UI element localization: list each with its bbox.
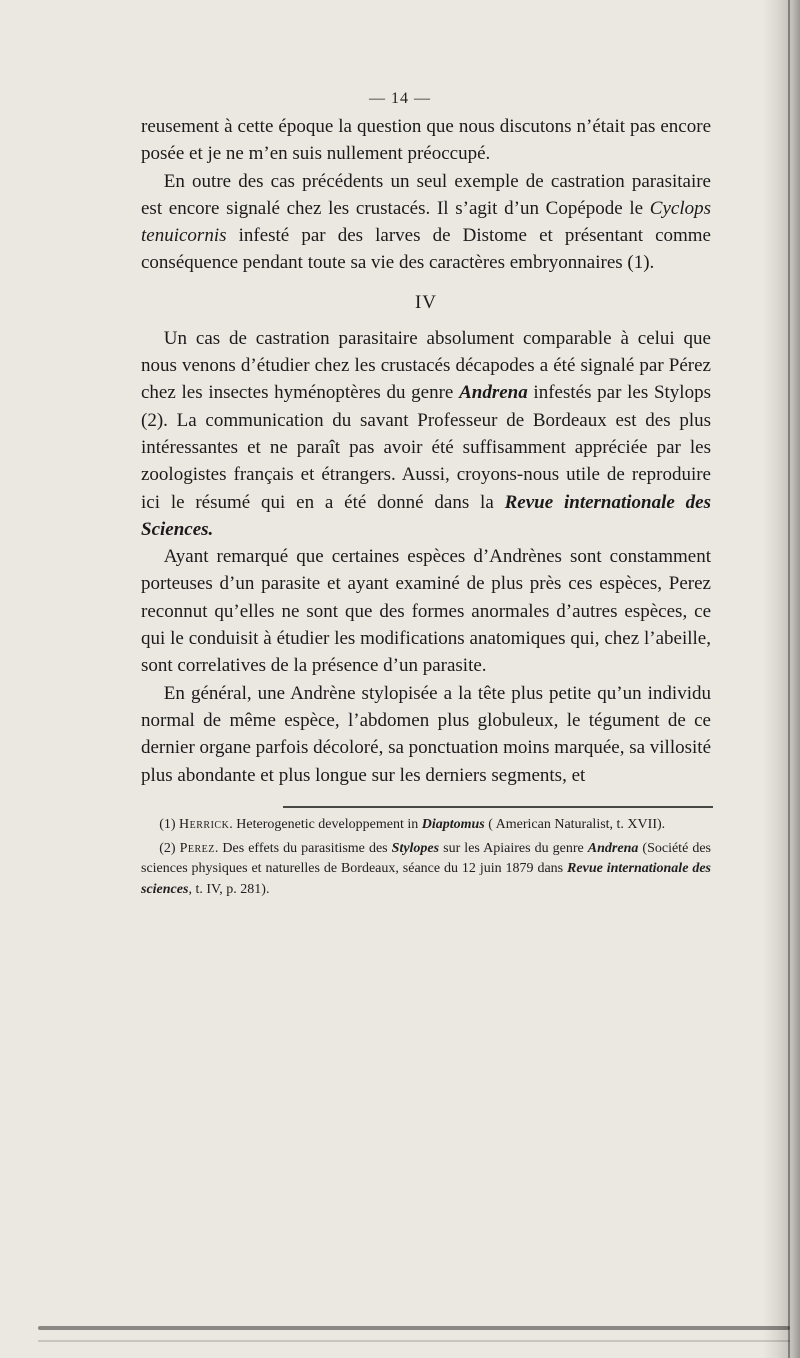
footnote-2-italic-2: Andrena xyxy=(587,840,639,856)
footnotes xyxy=(141,815,711,903)
footnote-1 xyxy=(141,815,711,836)
footnote-2-author: Perez xyxy=(179,840,215,856)
paragraph-5 xyxy=(141,680,711,789)
footnote-2-marker: (2) xyxy=(159,840,180,856)
paragraph-3-genus-name: Andrena xyxy=(459,382,528,404)
footnote-2-italic-1: Stylopes xyxy=(391,840,440,856)
section-heading: IV xyxy=(414,291,438,313)
footnote-2-text-4: , t. IV, p. 281). xyxy=(188,881,270,897)
paragraph-1-text: reusement à cette époque la question que nous discutons n’était pas encore posée et je ne m’en suis nullement préoccupé. xyxy=(141,116,711,165)
page-edge-shadow xyxy=(762,0,800,1358)
paragraph-2-text-end: infesté par des larves de Distome et présentant comme conséquence pendant toute sa vie des caractères embryonnaires (1). xyxy=(141,225,711,274)
page-number: — 14 — xyxy=(369,90,431,107)
footnote-2-italic-3: Revue internationale des sciences xyxy=(141,861,711,897)
paragraph-2 xyxy=(141,168,711,277)
footnote-2-text-2: sur les Apiaires du genre xyxy=(439,840,588,856)
page-edge-line xyxy=(788,0,790,1358)
paragraph-1 xyxy=(141,113,711,168)
footnote-2 xyxy=(141,839,711,901)
main-text xyxy=(141,113,711,789)
paragraph-3-text-start: Un cas de castration parasitaire absolument comparable à celui que nous venons d’étudier chez les crustacés décapodes a été signalé par Pérez chez les insectes hyménoptères du genre xyxy=(141,327,711,404)
paragraph-3-text-middle: infestés par les Stylops (2). La communication du savant Professeur de Bordeaux est des plus intéressantes et ne paraît pas avoir été suffisamment appréciée par les zoologistes français et étrangers. Aussi, croyons-nous utile de reproduire ici le résumé qui en a été donné dans la xyxy=(141,382,711,513)
footnote-1-text-2: ( American Naturalist, t. XVII). xyxy=(484,817,666,832)
paragraph-3 xyxy=(141,325,711,543)
bottom-edge-line xyxy=(38,1340,790,1342)
paragraph-2-species-name: Cyclops tenuicornis xyxy=(141,197,711,247)
paragraph-2-text-start: En outre des cas précédents un seul exemple de castration parasitaire est encore signalé chez les crustacés. Il s’agit d’un Copépode le xyxy=(141,170,711,219)
footnote-1-marker: (1) xyxy=(159,817,180,832)
footnote-separator xyxy=(283,806,713,808)
footnote-2-text-3: (Société des sciences physiques et naturelles de Bordeaux, séance du 12 juin 1879 dans xyxy=(141,840,711,877)
paragraph-4 xyxy=(141,543,711,679)
footnote-1-author: Herrick xyxy=(179,817,230,832)
bottom-edge-shadow xyxy=(38,1326,790,1330)
paragraph-3-journal-title: Revue internationale des Sciences. xyxy=(141,491,711,540)
footnote-1-italic: Diaptomus xyxy=(421,817,485,832)
footnote-2-text-1: . Des effets du parasitisme des xyxy=(214,840,392,856)
footnote-1-text-1: . Heterogenetic developpement in xyxy=(229,817,422,832)
paragraph-5-text: En général, une Andrène stylopisée a la tête plus petite qu’un individu normal de même espèce, l’abdomen plus globuleux, le tégument de ce dernier organe parfois décoloré, sa ponctuation moins marquée, sa villosité plus abondante et plus longue sur les derniers segments, et xyxy=(141,682,711,786)
paragraph-4-text: Ayant remarqué que certaines espèces d’Andrènes sont constamment porteuses d’un parasite et ayant examiné de plus près ces espèces, Perez reconnut qu’elles ne sont que des formes anormales d’autres espèces, ce qui le conduisit à étudier les modifications anatomiques qui, chez l’abeille, sont correlatives de la présence d’un parasite. xyxy=(141,546,711,677)
